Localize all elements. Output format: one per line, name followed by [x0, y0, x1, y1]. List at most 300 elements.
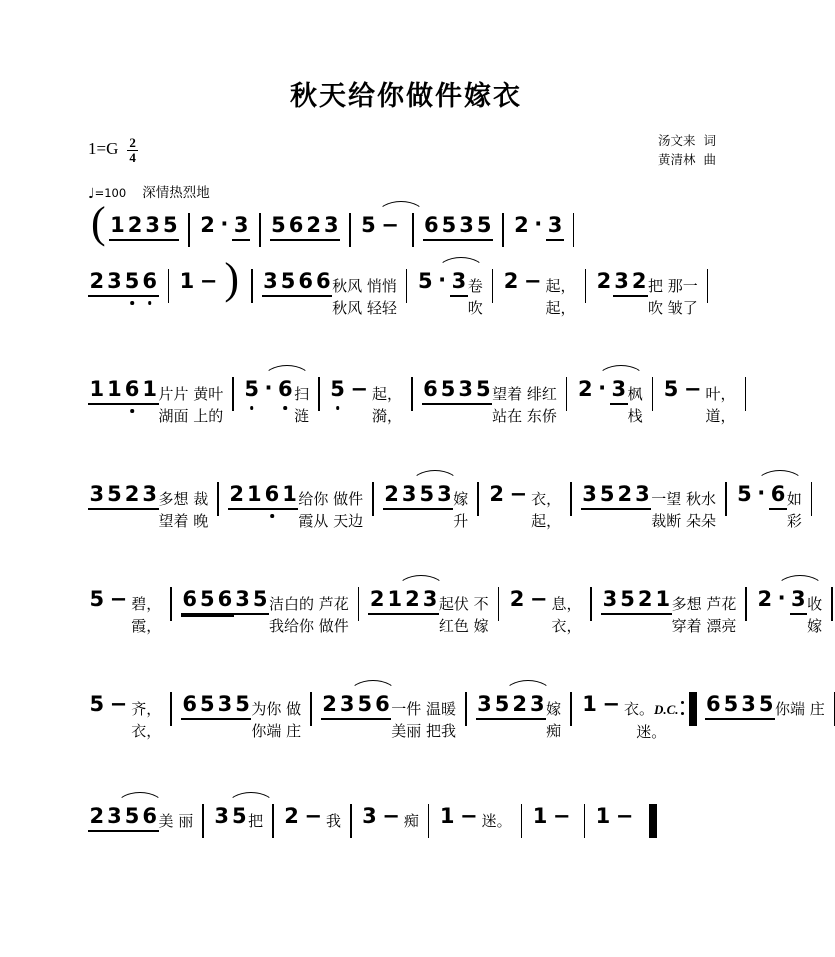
note-number: 3 [263, 269, 278, 293]
note-group [88, 586, 131, 618]
beamed-note-group [404, 586, 439, 615]
note-number: 2 [509, 587, 525, 611]
lyrics-block [131, 698, 161, 742]
note-augmentation-dot: · [264, 376, 273, 400]
lyrics-block [453, 488, 468, 532]
measure [422, 376, 557, 427]
note-number: 5 [419, 482, 435, 506]
measure [181, 586, 349, 637]
lyrics-block [706, 383, 736, 427]
lyric-verse-1: 碧， [131, 595, 162, 613]
note-cell [662, 376, 680, 402]
note-dash: − [602, 692, 620, 716]
note-group [476, 691, 547, 723]
measure [178, 268, 221, 300]
note-cell [680, 376, 706, 402]
measure [228, 481, 363, 532]
lyric-verse-2: 穿着 漂亮 [671, 617, 737, 635]
note-number: 2 [89, 269, 105, 293]
score-metadata [0, 131, 812, 202]
beamed-note-group [270, 212, 305, 241]
lyric-verse-1: 衣， [531, 490, 562, 508]
lyric-verse-2: 涟 [294, 407, 310, 425]
lyricist-name: 汤文来 [657, 133, 696, 148]
note-cell [520, 268, 546, 294]
note-number: 5 [417, 269, 433, 293]
note-cell [106, 691, 132, 717]
lyric-verse-2: 衣， [551, 617, 582, 635]
beamed-note-group [88, 376, 123, 405]
quarter-note-icon: ♩ [88, 186, 95, 202]
composer-role: 曲 [703, 152, 716, 168]
note-number: 3 [458, 377, 473, 401]
measure [88, 376, 223, 427]
note-cell [261, 376, 277, 402]
note-augmentation-dot: · [777, 586, 786, 610]
lyric-verse-2: 裁断 朵朵 [651, 512, 716, 530]
note-cell [756, 586, 774, 612]
key-signature-label: 1=G [88, 139, 119, 159]
barline [573, 213, 575, 247]
note-group [416, 268, 467, 300]
staff-line-4 [0, 481, 812, 586]
lyrics-block [404, 810, 419, 854]
note-group [228, 481, 299, 513]
note-number: 2 [512, 692, 527, 716]
note-group [531, 803, 574, 835]
note-group [329, 376, 372, 408]
barline [217, 482, 219, 516]
note-group [321, 691, 392, 723]
note-number: 2 [306, 213, 321, 237]
lyric-verse-1: 一望 秋水 [651, 490, 716, 508]
barline [498, 587, 500, 621]
beamed-note-group [88, 268, 123, 297]
note-cell [213, 803, 231, 829]
measure [736, 481, 802, 532]
lyric-verse-2: 衣， [131, 722, 162, 740]
note-number: 5 [232, 804, 247, 828]
measure [601, 586, 736, 637]
lyrics-block [294, 383, 309, 427]
lyrics-block [391, 698, 456, 742]
measure [513, 212, 564, 244]
note-number: 3 [142, 482, 157, 506]
lyrics-block [269, 593, 349, 637]
note-number: 5 [357, 692, 373, 716]
barline [585, 269, 587, 303]
staff-line-3 [0, 376, 812, 481]
beamed-note-group [458, 212, 493, 241]
measure [581, 481, 716, 532]
lyric-verse-2: 吹 皱了 [648, 299, 698, 317]
lyric-verse-2: 痴 [546, 722, 562, 740]
note-cell [88, 691, 106, 717]
note-group [513, 212, 564, 244]
note-cell [549, 803, 575, 829]
measure-container [88, 376, 736, 481]
note-dash: − [199, 269, 218, 293]
lyric-verse-1: 美 丽 [158, 812, 194, 830]
lyrics-block [546, 698, 561, 742]
time-signature-numerator: 2 [129, 135, 136, 150]
lyrics-block [551, 593, 581, 637]
note-cell [360, 212, 378, 238]
lyric-verse-1: 收 [807, 595, 823, 613]
note-group [178, 268, 221, 300]
note-number: 6 [217, 587, 233, 611]
beamed-note-group [368, 586, 403, 615]
credits [658, 131, 716, 170]
note-number: 2 [89, 804, 105, 828]
beamed-note-group [422, 376, 457, 405]
lyrics-block [159, 383, 224, 427]
staff-line-1 [0, 198, 812, 268]
lyrics-block [775, 698, 825, 742]
note-group [705, 691, 776, 723]
note-group [576, 376, 627, 408]
note-dash: − [529, 587, 548, 611]
note-group [488, 481, 531, 513]
note-number: 5 [663, 377, 679, 401]
lyric-verse-2: 望着 晚 [158, 512, 209, 530]
key-signature [88, 135, 138, 163]
measure-container [88, 586, 823, 691]
note-dash: − [304, 804, 322, 828]
measure [531, 803, 574, 835]
note-number: 5 [199, 587, 215, 611]
measure [243, 376, 309, 427]
note-number: 2 [200, 213, 215, 237]
barline [570, 482, 572, 516]
barline [725, 482, 727, 516]
lyrics-block [807, 593, 822, 637]
note-number: 5 [330, 377, 345, 401]
note-number: 6 [375, 692, 390, 716]
barline [831, 587, 833, 621]
lyrics-block [492, 383, 557, 427]
intro-close-paren: ) [224, 254, 239, 303]
staff-line-2 [0, 254, 812, 376]
note-number: 6 [288, 213, 304, 237]
note-dash: − [109, 692, 128, 716]
repeat-end-barline [689, 692, 697, 726]
lyric-verse-1: 把 那一 [648, 277, 698, 295]
measure [416, 268, 482, 319]
note-group [88, 268, 159, 300]
measure [595, 268, 698, 319]
lyric-verse-2: 迷。 [636, 723, 667, 741]
note-group [360, 212, 403, 244]
beamed-note-group [181, 691, 216, 720]
note-number: 6 [315, 269, 331, 293]
note-augmentation-dot: · [438, 268, 447, 292]
measure [383, 481, 469, 532]
barline [272, 804, 274, 838]
note-cell [576, 376, 594, 402]
measure-container [88, 803, 724, 899]
barline [372, 482, 374, 516]
note-number: 3 [235, 587, 250, 611]
note-dash: − [109, 587, 128, 611]
note-cell [531, 803, 549, 829]
lyric-verse-1: 起伏 不 [438, 595, 489, 613]
measure [488, 481, 561, 532]
note-cell [526, 586, 552, 612]
note-group [438, 803, 481, 835]
note-group [581, 481, 652, 513]
note-dash: − [350, 377, 368, 401]
note-cell [508, 586, 526, 612]
measure-container [88, 481, 802, 586]
note-dash: − [460, 804, 478, 828]
measure [360, 212, 403, 244]
barline [350, 804, 352, 838]
note-cell [505, 481, 531, 507]
measure-container [88, 691, 825, 803]
note-cell [276, 376, 294, 402]
note-cell [88, 586, 106, 612]
note-number: 2 [617, 482, 633, 506]
lyric-verse-1: 多想 裁 [158, 490, 209, 508]
beamed-note-group [216, 691, 251, 720]
note-number: 5 [89, 692, 105, 716]
note-number: 1 [532, 804, 548, 828]
lyric-verse-1: 你端 庄 [775, 700, 825, 718]
note-group [88, 691, 131, 723]
note-number: 3 [547, 213, 563, 237]
note-group [601, 586, 672, 618]
lyric-verse-1: 卷 [467, 277, 483, 295]
note-number: 3 [602, 587, 618, 611]
measure [756, 586, 822, 637]
lyrics-block [672, 593, 737, 637]
beamed-note-group [636, 586, 671, 615]
note-number: 2 [124, 482, 140, 506]
note-number: 2 [405, 587, 420, 611]
lyric-verse-1: 为你 做 [251, 700, 302, 718]
note-cell [378, 803, 404, 829]
note-number: 3 [89, 482, 105, 506]
note-number: 1 [282, 482, 297, 506]
staff-line-5 [0, 586, 823, 691]
note-number: 5 [124, 804, 140, 828]
note-number: 3 [437, 482, 452, 506]
barline [566, 377, 568, 411]
measure [361, 803, 419, 854]
note-number: 2 [577, 377, 593, 401]
barline [584, 804, 586, 838]
lyric-verse-1: 望着 绯红 [492, 385, 557, 403]
lyrics-block [251, 698, 301, 742]
note-number: 3 [107, 269, 122, 293]
note-group [581, 691, 624, 723]
note-group [213, 803, 248, 835]
beamed-note-group [228, 481, 263, 510]
lyric-verse-1: 给你 做件 [298, 490, 364, 508]
lyrics-block [372, 383, 402, 427]
note-number: 1 [387, 587, 403, 611]
measure [329, 376, 402, 427]
note-cell [434, 268, 450, 294]
note-number: 5 [163, 213, 178, 237]
beamed-note-group [790, 586, 808, 615]
note-number: 1 [582, 692, 597, 716]
composer-name: 黄清林 [657, 152, 696, 168]
note-cell [612, 803, 638, 829]
page-title: 秋天给你做件嫁衣 [290, 81, 522, 112]
lyrics-block [326, 810, 341, 854]
measure [662, 376, 735, 427]
lyric-verse-2: 彩 [786, 512, 802, 530]
beamed-note-group [769, 481, 787, 510]
note-cell [456, 803, 482, 829]
beamed-note-group [109, 212, 144, 241]
note-number: 2 [514, 213, 529, 237]
lyric-verse-2: 霞从 天边 [298, 512, 364, 530]
note-number: 1 [655, 587, 671, 611]
note-number: 6 [182, 587, 197, 611]
note-number: 5 [441, 213, 457, 237]
barline [477, 482, 479, 516]
beamed-note-group [356, 691, 391, 720]
note-number: 5 [252, 587, 268, 611]
beamed-note-group [610, 376, 628, 405]
note-group [756, 586, 807, 618]
note-number: 3 [451, 269, 467, 293]
lyrics-block [787, 488, 802, 532]
intro-open-paren: ( [91, 198, 106, 247]
lyrics-block [482, 810, 512, 854]
measure [321, 691, 456, 742]
measure [262, 268, 397, 319]
lyricist-role: 词 [703, 133, 716, 148]
barline [188, 213, 190, 247]
lyric-verse-2: 你端 庄 [251, 722, 302, 740]
beamed-note-group [511, 691, 546, 720]
barline [745, 587, 747, 621]
lyric-verse-1: 如 [786, 490, 802, 508]
note-number: 5 [723, 692, 739, 716]
barline [202, 804, 204, 838]
note-cell [106, 586, 132, 612]
note-number: 2 [489, 482, 504, 506]
note-number: 1 [247, 482, 262, 506]
note-number: 6 [277, 377, 293, 401]
note-number: 5 [737, 482, 752, 506]
measure [581, 691, 679, 743]
beamed-note-group [581, 481, 616, 510]
lyric-verse-1: 我 [325, 812, 341, 830]
beamed-note-group [613, 268, 648, 297]
measure [88, 586, 161, 637]
note-dash: − [552, 804, 571, 828]
note-dash: − [509, 482, 528, 506]
barline [349, 213, 351, 247]
note-number: 3 [614, 269, 629, 293]
note-group [423, 212, 494, 244]
measure [438, 803, 511, 854]
lyric-verse-1: 嫁 [546, 700, 562, 718]
barline [411, 377, 413, 411]
barline [168, 269, 170, 303]
lyrics-block [648, 275, 698, 319]
note-group [262, 268, 333, 300]
note-number: 3 [422, 587, 438, 611]
beamed-note-group [123, 376, 158, 405]
note-cell [231, 803, 249, 829]
note-number: 3 [401, 482, 417, 506]
staff-line-7 [0, 803, 812, 899]
note-cell [488, 481, 506, 507]
note-number: 3 [323, 213, 339, 237]
note-number: 3 [741, 692, 756, 716]
dc-marking: D.C. [653, 702, 679, 717]
lyric-verse-1: 扫 [294, 385, 310, 403]
note-number: 1 [107, 377, 122, 401]
lyrics-block [439, 593, 489, 637]
beamed-note-group [601, 586, 636, 615]
measure [181, 691, 301, 742]
note-group [243, 376, 294, 408]
barline [259, 213, 261, 247]
note-group [88, 803, 159, 835]
note-number: 3 [611, 377, 627, 401]
barline [170, 692, 172, 726]
note-dash: − [382, 804, 400, 828]
note-group [109, 212, 180, 244]
lyric-verse-1: 起， [371, 385, 402, 403]
lyric-verse-1: 起， [545, 277, 576, 295]
barline [251, 269, 253, 303]
note-number: 5 [476, 213, 492, 237]
note-group [88, 376, 159, 408]
measure [705, 691, 825, 742]
measure [88, 803, 193, 854]
note-number: 2 [322, 692, 337, 716]
note-number: 1 [110, 213, 125, 237]
lyric-verse-2: 升 [453, 512, 469, 530]
note-cell [736, 481, 754, 507]
note-number: 3 [477, 692, 492, 716]
note-number: 5 [235, 692, 250, 716]
note-number: 3 [217, 692, 233, 716]
lyric-verse-2: 美丽 把我 [391, 722, 456, 740]
beamed-note-group [305, 212, 340, 241]
barline [652, 377, 654, 411]
note-number: 2 [637, 587, 653, 611]
lyric-verse-1: 秋风 悄悄 [332, 277, 397, 295]
note-number: 6 [142, 269, 157, 293]
note-number: 5 [440, 377, 456, 401]
lyric-verse-1: 把 [248, 812, 264, 830]
note-cell [513, 212, 531, 238]
staff-line-6 [0, 691, 825, 803]
barline [811, 482, 813, 516]
barline [406, 269, 408, 303]
lyrics-block [332, 275, 397, 319]
lyric-verse-2: 漪， [371, 407, 402, 425]
note-number: 2 [596, 269, 612, 293]
note-cell [581, 691, 599, 717]
beamed-note-group [263, 481, 298, 510]
note-group [502, 268, 545, 300]
note-number: 3 [582, 482, 597, 506]
note-number: 6 [124, 377, 140, 401]
note-number: 6 [298, 269, 313, 293]
barline [310, 692, 312, 726]
measure [199, 212, 250, 244]
